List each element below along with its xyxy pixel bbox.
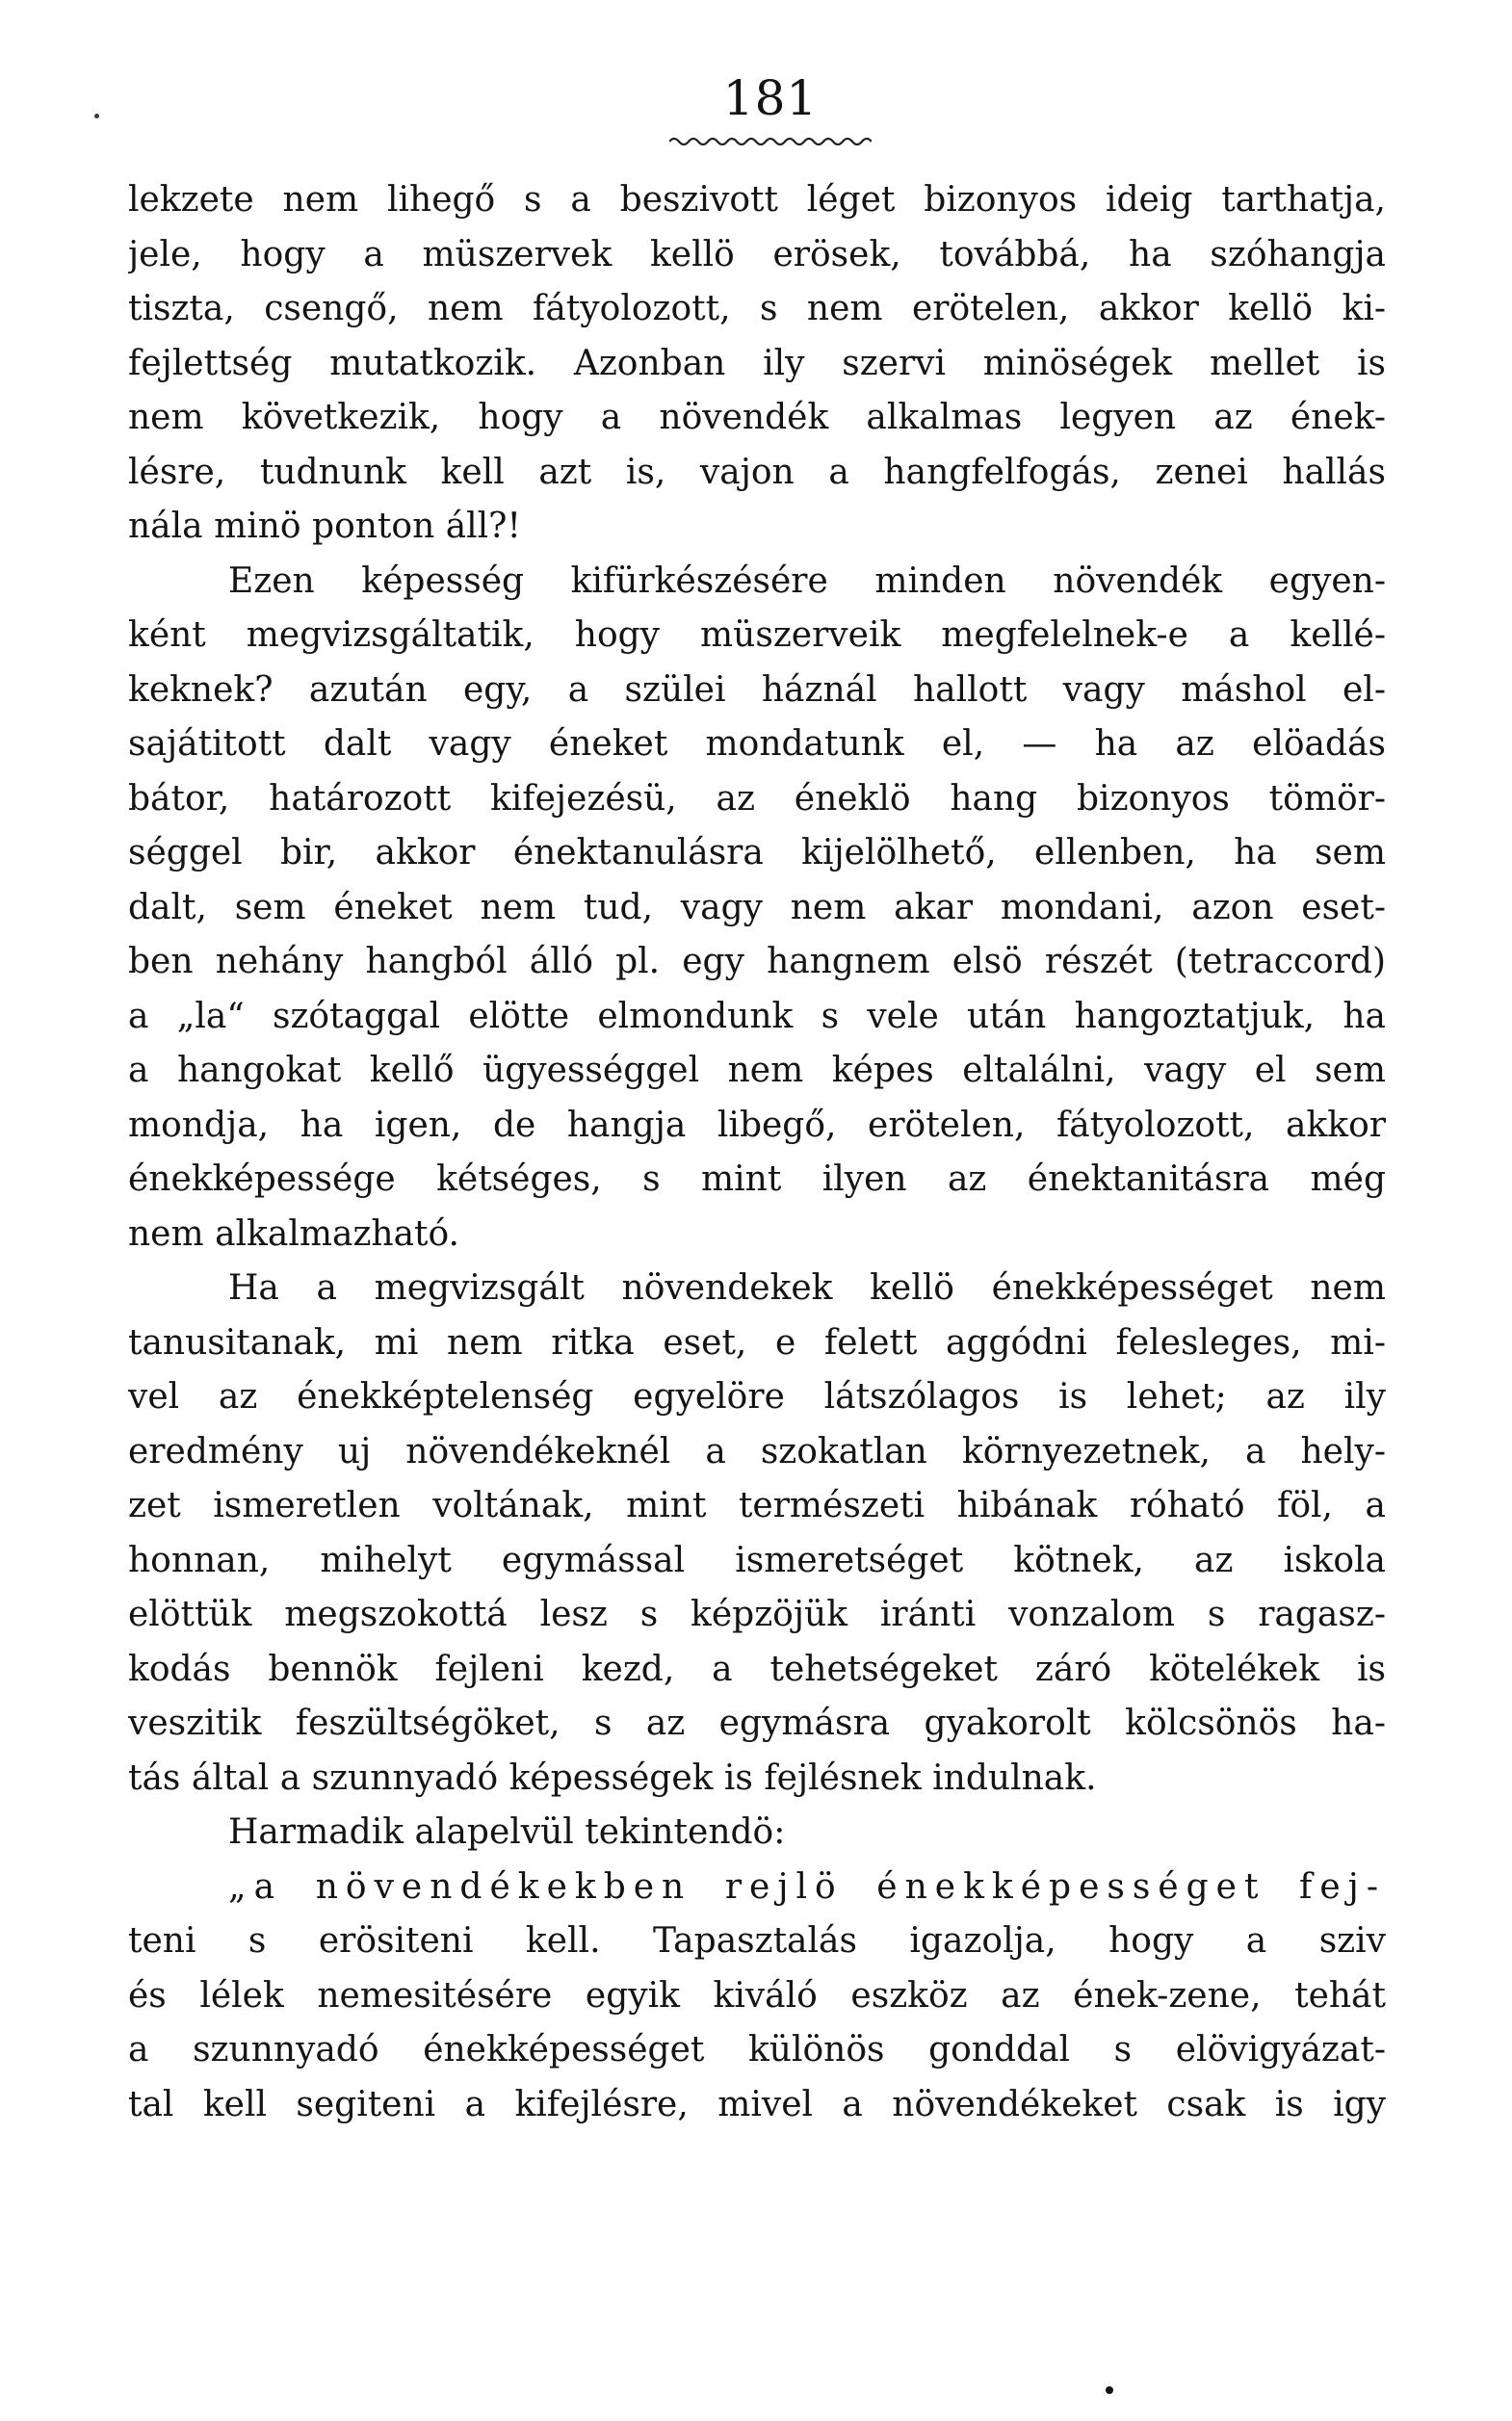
page-header [0,60,1512,156]
text-line: Harmadik alapelvül tekintendö: [228,1812,786,1852]
page-number: 181 [722,70,819,126]
text-line: lekzete nem lihegő s a beszivott léget bizonyos ideig tarthatja, [128,180,1386,220]
text-line: és lélek nemesitésére egyik kiváló eszköz az ének-zene, tehát [128,1975,1386,2016]
text-line: fejlettség mutatkozik. Azonban ily szervi minöségek mellet is [128,343,1386,383]
text-line: ben nehány hangból álló pl. egy hangnem elsö részét (tetraccord) [128,942,1386,981]
text-line: lésre, tudnunk kell azt is, vajon a hangfelfogás, zenei hallás [128,452,1386,492]
text-line: jele, hogy a müszervek kellö erösek, továbbá, ha szóhangja [128,234,1386,274]
text-line: tiszta, csengő, nem fátyolozott, s nem erötelen, akkor kellö ki- [128,289,1386,328]
text-line: Ha a megvizsgált növendekek kellö énekképességet nem [228,1268,1386,1308]
print-speck-bottom [1106,2386,1113,2394]
text-line: Ezen képesség kifürkészésére minden növendék egyen- [228,560,1386,601]
text-line: teni s erösiteni kell. Tapasztalás igazolja, hogy a sziv [128,1921,1386,1961]
text-line: a „la“ szótaggal elötte elmondunk s vele után hangoztatjuk, ha [128,996,1386,1036]
text-line: ként megvizsgáltatik, hogy müszerveik megfelelnek-e a kellé- [128,615,1386,655]
text-line: séggel bir, akkor énektanulásra kijelölhető, ellenben, ha sem [128,833,1386,872]
text-line: veszitik feszültségöket, s az egymásra gyakorolt kölcsönös ha- [128,1704,1386,1743]
text-line: a szunnyadó énekképességet különös gonddal s elövigyázat- [128,2030,1386,2070]
text-line: a hangokat kellő ügyességgel nem képes eltalálni, vagy el sem [128,1051,1386,1090]
text-line: tás által a szunnyadó képességek is fejlésnek indulnak. [128,1757,1097,1798]
text-line: honnan, mihelyt egymással ismeretséget kötnek, az iskola [128,1540,1386,1580]
text-line: elöttük megszokottá lesz s képzöjük iránti vonzalom s ragasz- [128,1595,1386,1634]
text-line: nem alkalmazható. [128,1213,460,1254]
wavy-rule-ornament [669,135,872,148]
text-line: nem következik, hogy a növendék alkalmas legyen az ének- [128,398,1386,437]
text-line: eredmény uj növendékeknél a szokatlan környezetnek, a hely- [128,1431,1386,1471]
text-line: mondja, ha igen, de hangja libegő, erötelen, fátyolozott, akkor [128,1105,1386,1145]
text-line: kodás bennök fejleni kezd, a tehetségeket záró kötelékek is [128,1649,1386,1689]
text-line-emphasis: „a növendékekben rejlö énekképességet fej- [228,1866,1386,1907]
text-line: keknek? azután egy, a szülei háznál hallott vagy máshol el- [128,669,1386,710]
body-text [128,173,1386,2132]
text-line: tal kell segiteni a kifejlésre, mivel a növendékeket csak is igy [128,2084,1386,2124]
text-line: zet ismeretlen voltának, mint természeti hibának róható föl, a [128,1486,1386,1525]
text-line: énekképessége kétséges, s mint ilyen az énektanitásra még [128,1159,1386,1199]
text-line: tanusitanak, mi nem ritka eset, e felett aggódni felesleges, mi- [128,1322,1386,1363]
text-line: dalt, sem éneket nem tud, vagy nem akar mondani, azon eset- [128,887,1386,927]
text-line: vel az énekképtelenség egyelöre látszólagos is lehet; az ily [128,1377,1386,1417]
text-line: bátor, határozott kifejezésü, az éneklö hang bizonyos tömör- [128,778,1386,819]
text-line: nála minö ponton áll?! [128,507,521,546]
text-line: sajátitott dalt vagy éneket mondatunk el, — ha az elöadás [128,724,1386,764]
